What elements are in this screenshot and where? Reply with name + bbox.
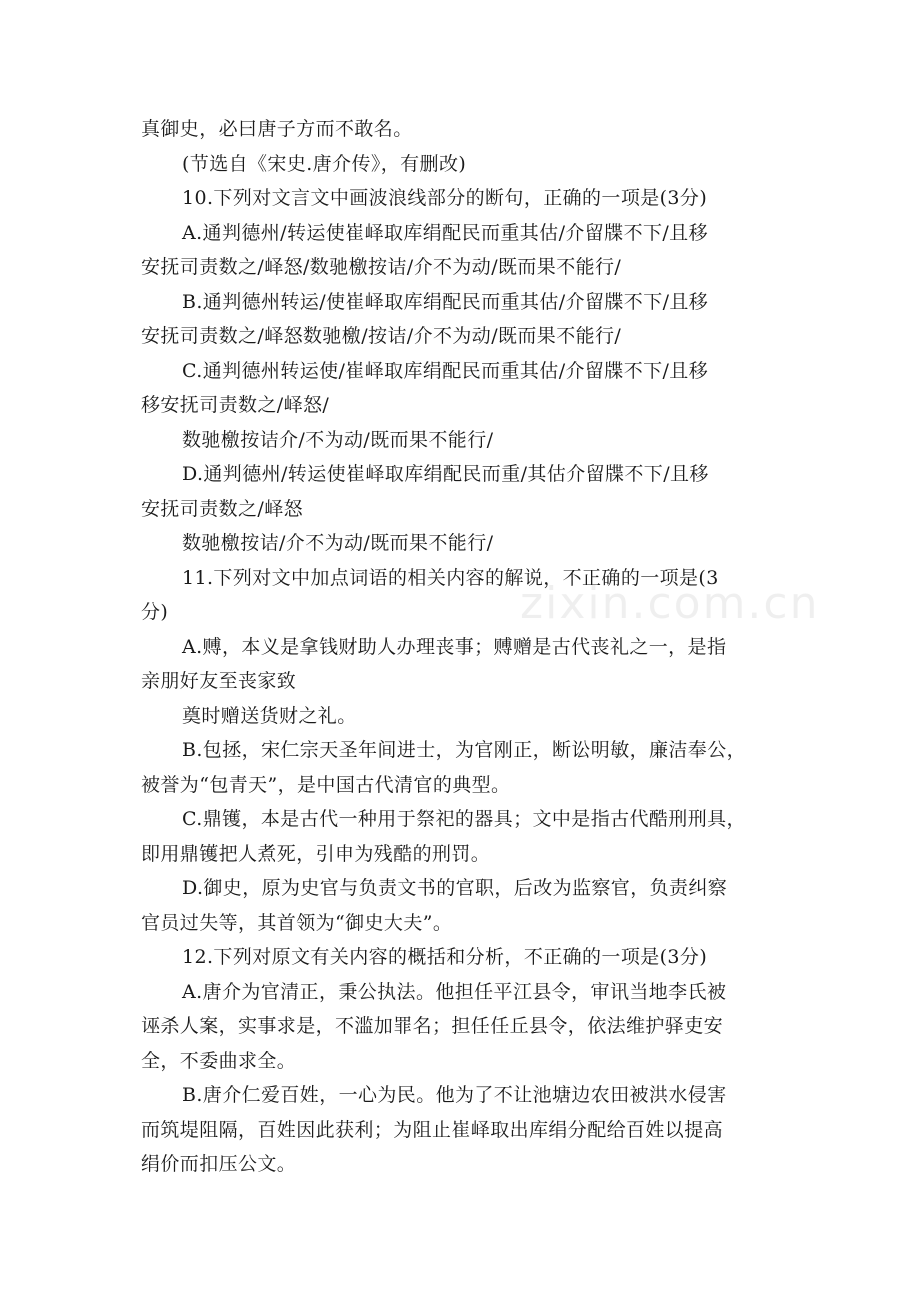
text-line: A.赙，本义是拿钱财助人办理丧事；赙赠是古代丧礼之一，是指 (182, 635, 727, 658)
text-line: 奠时赠送货财之礼。 (182, 704, 357, 727)
text-line: 10.下列对文言文中画波浪线部分的断句，正确的一项是(3分) (182, 187, 708, 209)
text-line: 诬杀人案，实事求是，不滥加罪名；担任任丘县令，依法维护驿吏安 (141, 1015, 724, 1037)
text-line: 绢价而扣压公文。 (141, 1153, 297, 1175)
text-line: 11.下列对文中加点词语的相关内容的解说，不正确的一项是(3 (182, 566, 719, 589)
text-line: B.包拯，宋仁宗天圣年间进士，为官刚正，断讼明敏，廉洁奉公， (182, 739, 747, 761)
text-line: 安抚司责数之/峄怒/数驰檄按诘/介不为动/既而果不能行/ (141, 256, 622, 278)
text-line: B.唐介仁爱百姓，一心为民。他为了不让池塘边农田被洪水侵害 (182, 1084, 727, 1106)
text-line: 移安抚司责数之/峄怒/ (141, 394, 330, 416)
text-line: C.鼎镬，本是古代一种用于祭祀的器具；文中是指古代酷刑刑具， (182, 808, 746, 830)
text-line: (节选自《宋史.唐介传》，有删改) (182, 152, 467, 175)
text-line: 被誉为“包青天”，是中国古代清官的典型。 (141, 773, 511, 796)
text-line: B.通判德州转运/使崔峄取库绢配民而重其估/介留牒不下/且移 (182, 290, 709, 313)
text-line: 官员过失等，其首领为“御史大夫”。 (141, 911, 453, 934)
document-body (141, 112, 786, 1182)
text-line: 亲朋好友至丧家致 (141, 670, 297, 692)
text-line: 分) (141, 601, 169, 623)
watermark: zixin.com.cn (520, 578, 820, 629)
text-line: 安抚司责数之/峄怒 (141, 497, 304, 520)
text-line: 安抚司责数之/峄怒数驰檄/按诘/介不为动/既而果不能行/ (141, 325, 622, 347)
text-line: 真御史，必曰唐子方而不敢名。 (141, 118, 413, 140)
text-line: A.唐介为官清正，秉公执法。他担任平江县令，审讯当地李氏被 (182, 980, 727, 1003)
text-line: 数驰檄按诘介/不为动/既而果不能行/ (182, 428, 494, 451)
text-line: 12.下列对原文有关内容的概括和分析，不正确的一项是(3分) (182, 946, 708, 968)
text-line: C.通判德州转运使/崔峄取库绢配民而重其估/介留牒不下/且移 (182, 359, 709, 382)
text-line: A.通判德州/转运使崔峄取库绢配民而重其估/介留牒不下/且移 (182, 221, 708, 244)
text-line: 而筑堤阻隔，百姓因此获利；为阻止崔峄取出库绢分配给百姓以提高 (141, 1118, 724, 1141)
text-line: 数驰檄按诘/介不为动/既而果不能行/ (182, 532, 494, 554)
text-line: 即用鼎镬把人煮死，引申为残酷的刑罚。 (141, 842, 491, 865)
text-line: 全，不委曲求全。 (141, 1049, 297, 1072)
text-line: D.通判德州/转运使崔峄取库绢配民而重/其估介留牒不下/且移 (182, 463, 709, 485)
text-line: D.御史，原为史官与负责文书的官职，后改为监察官，负责纠察 (182, 877, 728, 899)
